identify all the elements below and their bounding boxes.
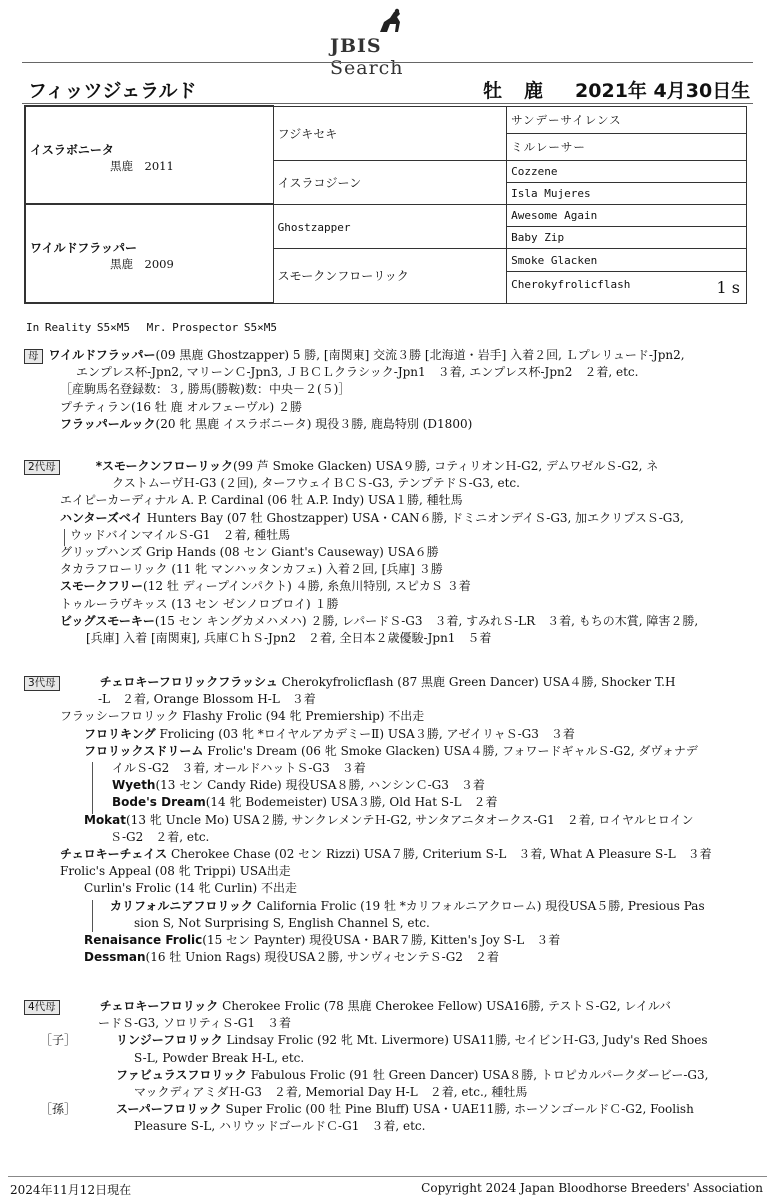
record-line [60, 492, 463, 509]
record-text: -L ２着, Orange Blossom H-L ３着 [98, 692, 316, 707]
horse-link[interactable]: ［孫］ [40, 1102, 77, 1117]
horse-link[interactable]: ファビュラスフロリック [116, 1067, 247, 1082]
horse-name: フィッツジェラルド [28, 80, 197, 102]
record-line [116, 1101, 694, 1118]
header-divider [22, 62, 753, 63]
inbreeding-note: In Reality S5×M5 Mr. Prospector S5×M5 [26, 321, 278, 334]
g2-cell [273, 204, 506, 248]
record-line [60, 561, 443, 578]
record-line [134, 1084, 527, 1101]
horse-link[interactable]: スモークフリー [60, 579, 144, 594]
record-line [112, 794, 498, 811]
record-line [40, 1032, 76, 1049]
record-text: Frolicing (03 牝 *ロイヤルアカデミーⅡ) USA３勝, アゼイリャＳ-G3 ３着 [155, 726, 575, 741]
tree-guide-line [92, 762, 93, 814]
dam-info: 黒鹿 2009 [110, 257, 174, 272]
record-text: (99 芦 Smoke Glacken) USA９勝, コティリオンＨ-G2, デムワゼルＳ-G2, ネ [233, 459, 659, 473]
g2-cell [273, 106, 506, 160]
record-text: フラッシーフロリック Flashy Frolic (94 牝 Premiership) 不出走 [60, 709, 425, 724]
record-text: Super Frolic (00 牡 Pine Bluff) USA・UAE11勝, ホーソンゴールドＣ-G2, Foolish [221, 1102, 694, 1117]
record-text: Lindsay Frolic (92 牝 Mt. Livermore) USA11勝, セイビンＨ-G3, Judy's Red Shoes [222, 1033, 708, 1048]
horse-birth: 2021年 4月30日生 [575, 80, 751, 102]
g2-name[interactable]: イスラコジーン [277, 175, 362, 190]
record-line [84, 726, 575, 743]
record-text: クストムーヴＨ-G3 (２回), ターフウェイＢＣＳ-G3, テンプテドＳ-G3, etc. [112, 476, 520, 491]
record-line [98, 691, 316, 708]
record-line [84, 932, 560, 949]
dam-name[interactable]: ワイルドフラッパー [30, 241, 138, 256]
record-text: Cherokyfrolicflash (87 黒鹿 Green Dancer) USA４勝, Shocker T.H [277, 675, 676, 689]
record-line [84, 949, 499, 966]
horse-link[interactable]: ビッグスモーキー [60, 613, 155, 628]
record-text: California Frolic (19 牡 *カリフォルニアクローム) 現役USA５勝, Presious Pas [252, 898, 705, 913]
record-line [134, 915, 430, 932]
g2-name[interactable]: スモークンフローリック [277, 269, 409, 284]
record-text: Ｓ-G2 ２着, etc. [110, 829, 210, 844]
record-line [60, 416, 472, 433]
horse-meta [483, 76, 772, 103]
horse-link[interactable]: *スモークンフローリック [95, 459, 234, 473]
record-line [110, 829, 209, 846]
horse-link[interactable]: Mokat [84, 812, 126, 827]
generation-tag: 母 [24, 349, 43, 364]
record-text: (12 牡 ディープインパクト) ４勝, 糸魚川特別, スピカＳ ３着 [143, 579, 471, 594]
record-text: (13 牝 Uncle Mo) USA２勝, サンクレメンテＨ-G2, サンタアニタオークス-G1 ２着, ロイヤルヒロイン [126, 812, 694, 827]
sire-name[interactable]: イスラボニータ [30, 142, 114, 157]
g3-name[interactable]: ミルレーサー [511, 139, 586, 154]
g2-cell [273, 249, 506, 303]
horse-link[interactable]: フラッパールック [60, 416, 156, 431]
footer-copyright: Copyright 2024 Japan Bloodhorse Breeders' Association [421, 1181, 763, 1195]
record-line [86, 630, 491, 647]
horse-link[interactable]: スーパーフロリック [116, 1102, 222, 1117]
g3-name[interactable]: サンデーサイレンス [511, 112, 622, 127]
pedigree-table [24, 105, 747, 304]
jbis-logo[interactable] [330, 8, 460, 79]
record-text: イルＳ-G2 ３着, オールドハットＳ-G3 ３着 [112, 761, 366, 775]
record-text: (09 黒鹿 Ghostzapper) 5 勝, [南関東] 交流３勝 [北海道・岩手] 入着２回, Ｌプレリュード-Jpn2, [155, 348, 685, 362]
record-text: プチティラン(16 牡 鹿 オルフェーヴル) ２勝 [60, 399, 302, 414]
horse-link[interactable]: リンジーフロリック [116, 1033, 223, 1048]
record-text: sion S, Not Surprising S, English Channel S, etc. [134, 915, 430, 930]
record-line [134, 1050, 304, 1067]
horse-link[interactable]: フロリキング [84, 726, 156, 741]
record-text: Cherokee Frolic (78 黒鹿 Cherokee Fellow) USA16勝, テストＳ-G2, レイルバ [218, 999, 671, 1013]
record-line [70, 527, 290, 544]
footer-divider [8, 1176, 767, 1177]
record-text: (20 牝 黒鹿 イスラボニータ) 現役３勝, 鹿島特別 (D1800) [155, 416, 473, 431]
record-text: (15 セン キングカメハメハ) ２勝, レパードＳ-G3 ３着, すみれＳ-LR ３着, もちの木賞, 障害２勝, [154, 613, 699, 628]
horse-link[interactable]: ワイルドフラッパー [48, 348, 156, 362]
horse-rider-logo-icon [376, 8, 406, 34]
record-line [76, 364, 638, 381]
record-line [116, 1067, 708, 1084]
logo-text: JBIS Search [330, 35, 404, 79]
record-text: ［産駒馬名登録数：３, 勝馬(勝鞍)数：中央－２(５)］ [60, 382, 351, 397]
g3-cell [507, 227, 747, 249]
horse-link[interactable]: ［子］ [40, 1033, 77, 1048]
record-line [40, 1101, 76, 1118]
horse-link[interactable]: Bode's Dream [112, 795, 206, 810]
record-text: Hunters Bay (07 牡 Ghostzapper) USA・CAN６勝, ドミニオンデイＳ-G3, 加エクリプスＳ-G3, [142, 510, 684, 525]
record-line [60, 381, 350, 398]
record-text: [兵庫] 入着 [南関東], 兵庫ＣｈＳ-Jpn2 ２着, 全日本２歳優駿-Jpn1 ５着 [86, 631, 492, 645]
g3-name[interactable]: Isla Mujeres [511, 186, 591, 200]
horse-link[interactable]: チェロキーフロリックフラッシュ [99, 675, 278, 689]
record-line [60, 578, 471, 595]
record-text: Cherokee Chase (02 セン Rizzi) USA７勝, Criterium S-L ３着, What A Pleasure S-L ３着 [167, 847, 712, 861]
record-text: Curlin's Frolic (14 牝 Curlin) 不出走 [84, 881, 297, 896]
record-line [112, 475, 520, 492]
record-line [84, 743, 698, 760]
record-text: Pleasure S-L, ハリウッドゴールドＣ-G1 ３着, etc. [134, 1119, 426, 1134]
sire-info: 黒鹿 2011 [110, 158, 174, 173]
g3-name[interactable]: Cozzene [511, 164, 558, 178]
g2-cell [273, 160, 506, 204]
record-text: タカラフローリック (11 牝 マンハッタンカフェ) 入着２回, [兵庫] ３勝 [60, 562, 443, 577]
g2-name[interactable]: Ghostzapper [277, 220, 351, 234]
record-line [60, 863, 291, 880]
sire-cell [25, 106, 273, 204]
horse-link[interactable]: ハンターズベイ [60, 510, 143, 525]
g3-cell [507, 106, 747, 133]
record-line [112, 760, 366, 777]
g3-name[interactable]: Cherokyfrolicflash [511, 277, 631, 291]
tree-guide-line [64, 529, 65, 546]
generation-tag: 4代母 [24, 1000, 60, 1015]
g3-cell [507, 160, 747, 182]
g3-name[interactable]: Smoke Glacken [511, 253, 598, 267]
tree-guide-line [92, 900, 93, 932]
record-line [24, 458, 658, 475]
record-text: (16 牡 Union Rags) 現役USA２勝, サンヴィセンテＳ-G2 ２着 [145, 950, 499, 965]
record-line [60, 544, 439, 561]
record-text: トゥルーラヴキッス (13 セン ゼンノロブロイ) １勝 [60, 596, 339, 611]
record-line [84, 880, 297, 897]
record-line [112, 777, 485, 794]
g3-name[interactable]: Baby Zip [511, 231, 565, 245]
record-line [60, 708, 424, 725]
record-text: ウッドバインマイルＳ-G1 ２着, 種牡馬 [70, 527, 291, 542]
horse-link[interactable]: チェロキーチェイス [60, 847, 168, 861]
horse-link[interactable]: Dessman [84, 950, 146, 965]
record-text: (13 セン Candy Ride) 現役USA８勝, ハンシンＣ-G3 ３着 [155, 778, 485, 793]
record-text: (14 牝 Bodemeister) USA３勝, Old Hat S-L ２着 [205, 795, 498, 810]
horse-link[interactable]: チェロキーフロリック [99, 999, 219, 1013]
record-text: ードＳ-G3, ソロリティＳ-G1 ３着 [98, 1016, 291, 1031]
record-line [24, 674, 675, 691]
horse-link[interactable]: フロリックスドリーム [84, 743, 204, 758]
horse-link[interactable]: Renaisance Frolic [84, 933, 203, 947]
record-line [24, 998, 671, 1015]
record-text: Fabulous Frolic (91 牡 Green Dancer) USA８勝, トロピカルパークダービー-G3, [246, 1067, 709, 1082]
record-text: (15 セン Paynter) 現役USA・BAR７勝, Kitten's Joy S-L ３着 [202, 933, 561, 947]
record-line [60, 510, 684, 527]
record-text: エンプレス杯-Jpn2, マリーンＣ-Jpn3, ＪＢＣＬクラシック-Jpn1 ３着, エンプレス杯-Jpn2 ２着, etc. [76, 365, 639, 380]
record-line [24, 347, 685, 364]
g2-name[interactable]: フジキセキ [277, 126, 338, 141]
g3-cell [507, 249, 747, 271]
horse-sex: 牡 [483, 80, 503, 102]
generation-tag: 2代母 [24, 460, 60, 475]
record-text: Frolic's Appeal (08 牝 Trippi) USA出走 [60, 864, 291, 879]
horse-link[interactable]: カリフォルニアフロリック [110, 898, 253, 913]
record-line [60, 399, 302, 416]
record-text: エイピーカーディナル A. P. Cardinal (06 牡 A.P. Indy) USA１勝, 種牡馬 [60, 493, 463, 508]
g3-cell [507, 133, 747, 160]
record-line [98, 1015, 291, 1032]
record-text: マックディアミダＨ-G3 ２着, Memorial Day H-L ２着, etc., 種牡馬 [134, 1085, 528, 1099]
g3-cell [507, 204, 747, 226]
horse-color: 鹿 [524, 80, 544, 102]
record-line [60, 613, 698, 630]
g3-cell [507, 271, 747, 303]
record-line [60, 596, 339, 613]
title-divider [22, 103, 753, 104]
g3-note: 1 s [716, 277, 740, 297]
record-text: S-L, Powder Break H-L, etc. [134, 1050, 305, 1065]
generation-tag: 3代母 [24, 676, 60, 691]
record-line [60, 846, 712, 863]
footer-date: 2024年11月12日現在 [10, 1183, 132, 1197]
record-line [110, 898, 705, 915]
record-text: Frolic's Dream (06 牝 Smoke Glacken) USA４勝, フォワードギャルＳ-G2, ダヴォナデ [203, 743, 698, 758]
record-line [134, 1118, 425, 1135]
record-line [116, 1032, 708, 1049]
record-line [84, 812, 694, 829]
horse-link[interactable]: Wyeth [112, 778, 156, 793]
record-text: グリップハンズ Grip Hands (08 セン Giant's Causeway) USA６勝 [60, 545, 439, 559]
g3-cell [507, 182, 747, 204]
g3-name[interactable]: Awesome Again [511, 209, 598, 223]
dam-cell [25, 204, 273, 303]
